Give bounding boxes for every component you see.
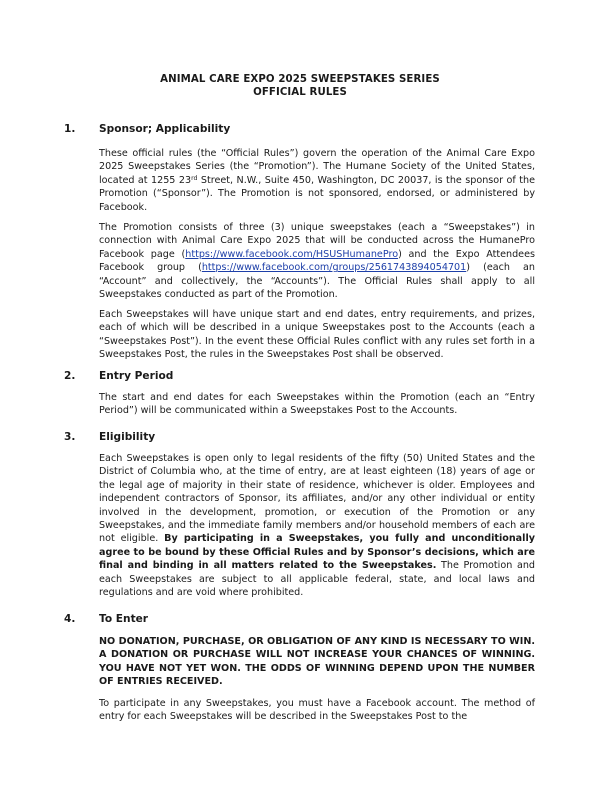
agreement-statement: By participating in a Sweepstakes, you fully and unconditionally agree to be bound by these Official Rules and by Sponsor’s decisions, which are final and binding in all matters related to the Sweepstakes.	[99, 533, 535, 572]
section-1-heading: Sponsor; Applicability	[99, 123, 231, 135]
section-4-paragraph-2: To participate in any Sweepstakes, you must have a Facebook account. The method of entry for each Sweepstakes will be described in the Sweepstakes Post to the	[99, 698, 535, 723]
section-4-number: 4.	[64, 613, 76, 625]
section-1-number: 1.	[64, 123, 76, 135]
section-1-paragraph-3: Each Sweepstakes will have unique start and end dates, entry requirements, and prizes, each of which will be described in a unique Sweepstakes post to the Accounts (each a “Sweepstakes Post”). In the event these Official Rules conflict with any rules set forth in a Sweepstakes Post, the rules in the Sweepstakes Post shall be observed.	[99, 309, 535, 361]
expo-attendees-group-link[interactable]: https://www.facebook.com/groups/2561743894054701	[201, 262, 467, 274]
document-title: ANIMAL CARE EXPO 2025 SWEEPSTAKES SERIES	[160, 74, 440, 85]
humanepro-facebook-link[interactable]: https://www.facebook.com/HSUSHumanePro	[185, 248, 399, 260]
section-3-heading: Eligibility	[99, 431, 156, 443]
section-2-paragraph-1: The start and end dates for each Sweepstakes within the Promotion (each an “Entry Period”) will be communicated within a Sweepstakes Post to the Accounts.	[99, 392, 535, 417]
section-2-number: 2.	[64, 370, 76, 382]
document-subtitle: OFFICIAL RULES	[253, 87, 347, 98]
section-1-paragraph-2: The Promotion consists of three (3) unique sweepstakes (each a “Sweepstakes”) in connection with Animal Care Expo 2025 that will be conducted across the HumanePro Facebook page (https://www.facebook.com/HSUSHumanePro) and the Expo Attendees Facebook group (https://www.facebook.com/groups/2561743894054701) (each an “Account” and collectively, the “Accounts”). The Official Rules shall apply to all Sweepstakes conducted as part of the Promotion.	[99, 222, 535, 301]
section-3-paragraph-1: Each Sweepstakes is open only to legal residents of the fifty (50) United States and the District of Columbia who, at the time of entry, are at least eighteen (18) years of age or the legal age of majority in their state of residence, whichever is older. Employees and independent contractors of Sponsor, its affiliates, and/or any other individual or entity involved in the development, promotion, or execution of the Promotion or any Sweepstakes, and the immediate family members and/or household members of each are not eligible. By participating in a Sweepstakes, you fully and unconditionally agree to be bound by these Official Rules and by Sponsor’s decisions, which are final and binding in all matters related to the Sweepstakes. The Promotion and each Sweepstakes are subject to all applicable federal, state, and local laws and regulations and are void where prohibited.	[99, 453, 535, 599]
section-1-paragraph-1: These official rules (the “Official Rules”) govern the operation of the Animal Care Expo 2025 Sweepstakes Series (the “Promotion”). The Humane Society of the United States, located at 1255 23rd Street, N.W., Suite 450, Washington, DC 20037, is the sponsor of the Promotion (“Sponsor”). The Promotion is not sponsored, endorsed, or administered by Facebook.	[99, 148, 536, 213]
section-3-number: 3.	[64, 431, 76, 443]
section-4-heading: To Enter	[99, 613, 149, 625]
section-4-notice: NO DONATION, PURCHASE, OR OBLIGATION OF ANY KIND IS NECESSARY TO WIN. A DONATION OR PURCHASE WILL NOT INCREASE YOUR CHANCES OF WINNING. YOU HAVE NOT YET WON. THE ODDS OF WINNING DEPEND UPON THE NUMBER OF ENTRIES RECEIVED.	[99, 636, 535, 688]
section-2-heading: Entry Period	[99, 370, 174, 382]
